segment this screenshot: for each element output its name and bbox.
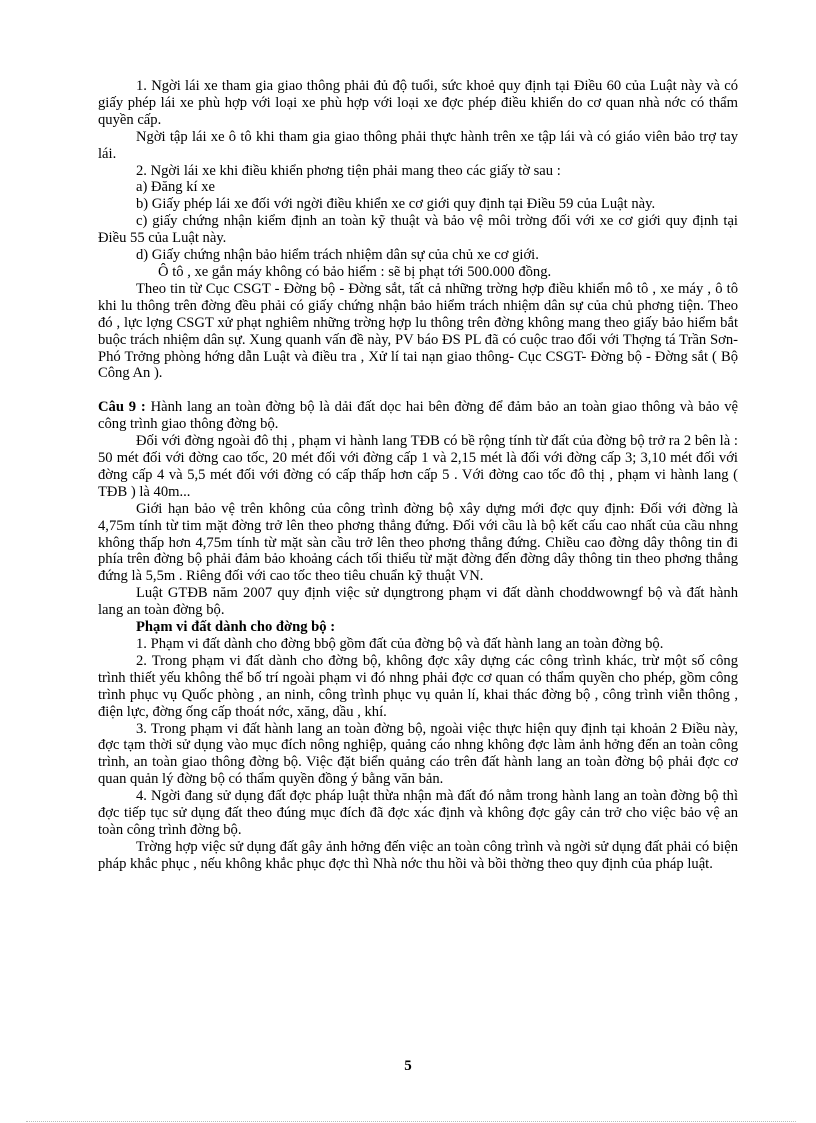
paragraph-corridor-width: Đối với đờng ngoài đô thị , phạm vi hành lang TĐB có bề rộng tính từ đất của đờng bộ trở ra 2 bên là : 50 mét đối với đờng cao tốc, 20 mét đối với đờng cấp 1 và 2,15 mét là đối với đờng cấp 3; 3,10 mét đối với đờng cấp 4 và 5,5 mét đối với đờng có cấp thấp hơn cấp 5 . Với đờng cao tốc đô thị , phạm vi hành lang ( TĐB ) là 40m... — [98, 433, 738, 500]
paragraph-scope-2: 2. Trong phạm vi đất dành cho đờng bộ, không đợc xây dựng các công trình khác, trừ một số công trình thiết yếu không thể bố trí ngoài phạm vi đó nhng phải đợc cơ quan có thẩm quyền cho phép, gồm công trình phục vụ Quốc phòng , an ninh, công trình phục vụ quản lí, khai thác đờng bộ , công trình viễn thông , điện lực, đờng ống cấp thoát nớc, xăng, dầu , khí. — [98, 652, 738, 720]
question-paragraph — [98, 399, 738, 433]
paragraph-overhead-limit: Giới hạn bảo vệ trên không của công trình đờng bộ xây dựng mới đợc quy định: Đối với đờng là 4,75m tính từ tim mặt đờng trở lên theo phơng thẳng đứng. Đối với cầu là bộ kết cấu cao nhất của cầu nhng không thấp hơn 4,75m tính từ mặt sàn cầu trở lên theo phơng thẳng đứng. Chiều cao đờng dây thông tin đi phía trên đờng bộ phải đảm bảo khoảng cách tối thiểu từ mặt đờng đến đờng dây thông tin theo phơng thẳng đứng là 5,5m . Riêng đối với cao tốc theo tiêu chuẩn kỹ thuật VN. — [98, 500, 738, 585]
spacer — [98, 382, 738, 399]
page-body — [98, 78, 738, 873]
list-item-inspection: c) giấy chứng nhận kiểm định an toàn kỹ thuật và bảo vệ môi trờng đối với xe cơ giới quy định tại Điều 55 của Luật này. — [98, 213, 738, 247]
section-heading: Phạm vi đất dành cho đờng bộ : — [136, 619, 336, 636]
paragraph-news: Theo tin từ Cục CSGT - Đờng bộ - Đờng sắt, tất cả những trờng hợp điều khiển mô tô , xe máy , ô tô khi lu thông trên đờng đều phải có giấy chứng nhận bảo hiểm trách nhiệm dân sự của chủ phơng tiện. Theo đó , lực lợng CSGT xử phạt nghiêm những trờng hợp lu thông trên đờng không mang theo giấy bảo hiểm bắt buộc trách nhiệm dân sự. Xung quanh vấn đề này, PV báo ĐS PL đã có cuộc trao đổi với Thợng tá Trần Sơn- Phó Trởng phòng hớng dẫn Luật và điều tra , Xử lí tai nạn giao thông- Cục CSGT- Đờng bộ - Đờng sắt ( Bộ Công An ). — [98, 280, 738, 382]
paragraph-fine: Ô tô , xe gắn máy không có bảo hiểm : sẽ bị phạt tới 500.000 đồng. — [158, 263, 552, 280]
paragraph-law-2007: Luật GTĐB năm 2007 quy định việc sử dụngtrong phạm vi đất dành choddwowngf bộ và đất hành lang an toàn đờng bộ. — [98, 585, 738, 619]
paragraph-scope-3: 3. Trong phạm vi đất hành lang an toàn đờng bộ, ngoài việc thực hiện quy định tại khoản 2 Điều này, đợc tạm thời sử dụng vào mục đích nông nghiệp, quảng cáo nhng không đợc làm ảnh hởng đến an toàn công trình, an toàn giao thông đờng bộ. Việc đặt biển quảng cáo trên đất hành lang an toàn đờng bộ phải đợc cơ quan quản lý đờng bộ có thẩm quyền đồng ý bằng văn bản. — [98, 720, 738, 788]
list-item-license: b) Giấy phép lái xe đối với ngời điều khiển xe cơ giới quy định tại Điều 59 của Luật này. — [136, 196, 656, 213]
list-item-insurance: d) Giấy chứng nhận bảo hiểm trách nhiệm dân sự của chủ xe cơ giới. — [136, 247, 539, 264]
list-item-registration: a) Đăng kí xe — [136, 179, 216, 196]
question-text: Hành lang an toàn đờng bộ là dải đất dọc hai bên đờng để đảm bảo an toàn giao thông và bảo vệ công trình giao thông đờng bộ. — [98, 399, 738, 433]
paragraph-driver-requirements: 1. Ngời lái xe tham gia giao thông phải đủ độ tuổi, sức khoẻ quy định tại Điều 60 của Luật này và có giấy phép lái xe phù hợp với loại xe phù hợp với loại xe đợc phép điều khiển do cơ quan nhà nớc có thẩm quyền cấp. — [98, 78, 738, 128]
paragraph-scope-4: 4. Ngời đang sử dụng đất đợc pháp luật thừa nhận mà đất đó nằm trong hành lang an toàn đờng bộ thì đợc tiếp tục sử dụng đất theo đúng mục đích đã đợc xác định và không đợc gây cản trở cho việc bảo vệ an toàn công trình đờng bộ. — [98, 788, 738, 838]
paragraph-learner-driver: Ngời tập lái xe ô tô khi tham gia giao thông phải thực hành trên xe tập lái và có giáo viên bảo trợ tay lái. — [98, 128, 738, 162]
page-number: 5 — [404, 1058, 412, 1074]
paragraph-compensation: Trờng hợp việc sử dụng đất gây ảnh hởng đến việc an toàn công trình và ngời sử dụng đất phải có biện pháp khắc phục , nếu không khắc phục đợc thì Nhà nớc thu hồi và bồi thờng theo quy định của pháp luật. — [98, 838, 738, 872]
paragraph-required-documents: 2. Ngời lái xe khi điều khiển phơng tiện phải mang theo các giấy tờ sau : — [136, 162, 561, 179]
paragraph-scope-1: 1. Phạm vi đất dành cho đờng bbộ gồm đất của đờng bộ và đất hành lang an toàn đờng bộ. — [136, 636, 664, 652]
question-label: Câu 9 : — [98, 399, 146, 416]
footer-divider — [26, 1121, 796, 1122]
